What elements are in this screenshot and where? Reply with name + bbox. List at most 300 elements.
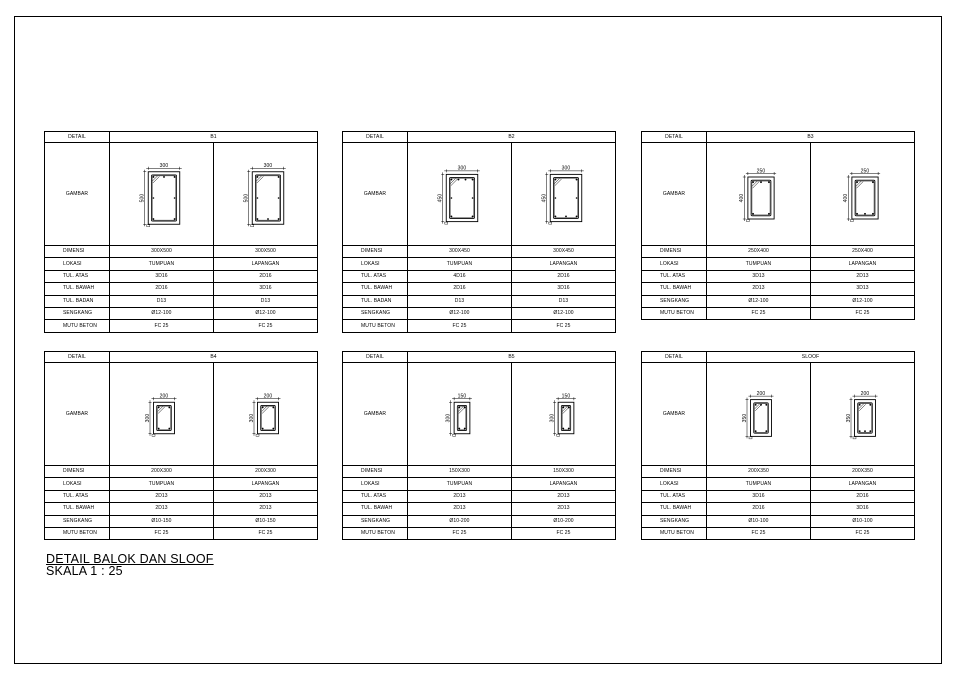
- rebar-dot: [272, 407, 274, 409]
- table-row: [45, 270, 318, 282]
- dimensi-value: 300X450: [512, 246, 616, 258]
- sengkang-value: Ø12-100: [214, 307, 318, 319]
- tul-atas-value: 2D13: [408, 490, 512, 502]
- dimensi-value: 200X300: [110, 466, 214, 478]
- lokasi-label: LOKASI: [45, 258, 110, 270]
- stirrup-line: [449, 178, 474, 219]
- rebar-dot: [267, 218, 269, 220]
- table-header-row: [642, 352, 915, 363]
- table-row: [343, 363, 616, 466]
- dimensi-label: DIMENSI: [343, 246, 408, 258]
- dimensi-label: DIMENSI: [45, 246, 110, 258]
- rebar-dot: [463, 407, 465, 409]
- sengkang-label: SENGKANG: [343, 307, 408, 319]
- section-drawing-cell: [214, 143, 318, 246]
- table-row: [343, 478, 616, 490]
- table-header-row: [45, 132, 318, 143]
- lokasi-value: TUMPUAN: [707, 258, 811, 270]
- stirrup-line: [255, 175, 280, 221]
- tul-atas-value: 2D13: [811, 270, 915, 282]
- stirrup-inner-line: [256, 176, 279, 220]
- tul-bawah-label: TUL. BAWAH: [642, 503, 707, 515]
- tul-bawah-value: 2D13: [707, 283, 811, 295]
- stirrup-line: [151, 175, 176, 221]
- rebar-dot: [760, 404, 762, 406]
- height-dimension-label: 400: [842, 193, 849, 203]
- rebar-dot: [562, 428, 564, 430]
- mutu-beton-value: FC 25: [110, 527, 214, 539]
- stirrup-line: [260, 405, 275, 430]
- table-row: [45, 295, 318, 307]
- section-marker: [250, 225, 253, 227]
- dimensi-label: DIMENSI: [343, 466, 408, 478]
- width-dimension-label: 150: [561, 393, 570, 400]
- tul-atas-label: TUL. ATAS: [343, 490, 408, 502]
- dimensi-value: 200X350: [707, 466, 811, 478]
- width-dimension-label: 300: [561, 165, 570, 172]
- lokasi-value: TUMPUAN: [707, 478, 811, 490]
- tul-bawah-value: 3D16: [811, 503, 915, 515]
- lokasi-value: TUMPUAN: [408, 258, 512, 270]
- stirrup-inner-line: [152, 176, 175, 220]
- height-dimension-label: 300: [144, 413, 151, 423]
- table-row: [642, 527, 915, 539]
- sengkang-value: Ø10-100: [811, 515, 915, 527]
- rebar-dot: [856, 213, 858, 215]
- height-dimension-label: 400: [738, 193, 745, 203]
- tul-bawah-value: 2D13: [512, 503, 616, 515]
- tul-bawah-label: TUL. BAWAH: [45, 503, 110, 515]
- beam-cross-section-drawing: [112, 144, 212, 244]
- table-row: [343, 246, 616, 258]
- height-dimension-label: 450: [541, 193, 548, 203]
- mutu-beton-label: MUTU BETON: [45, 320, 110, 332]
- sengkang-label: SENGKANG: [642, 295, 707, 307]
- lokasi-value: LAPANGAN: [214, 478, 318, 490]
- table-row: [642, 503, 915, 515]
- tul-bawah-value: 2D13: [214, 503, 318, 515]
- table-row: [642, 490, 915, 502]
- width-dimension-label: 300: [457, 165, 466, 172]
- width-dimension-label: 200: [159, 393, 168, 400]
- rebar-dot: [858, 404, 860, 406]
- table-header-row: [45, 352, 318, 363]
- tul-atas-label: TUL. ATAS: [45, 490, 110, 502]
- detail-label: DETAIL: [45, 352, 110, 363]
- dimensi-label: DIMENSI: [642, 246, 707, 258]
- section-drawing-cell: [707, 143, 811, 246]
- height-dimension-label: 450: [437, 193, 444, 203]
- dimensi-value: 200X350: [811, 466, 915, 478]
- sheet-title: DETAIL BALOK DAN SLOOF: [46, 552, 214, 566]
- table-row: [642, 295, 915, 307]
- rebar-dot: [872, 181, 874, 183]
- tul-atas-label: TUL. ATAS: [642, 270, 707, 282]
- stirrup-line: [855, 180, 875, 216]
- rebar-dot: [575, 216, 577, 218]
- table-row: [642, 246, 915, 258]
- dimensi-value: 300X500: [110, 246, 214, 258]
- tul-bawah-value: 3D16: [512, 283, 616, 295]
- mutu-beton-value: FC 25: [408, 320, 512, 332]
- stirrup-inner-line: [754, 404, 767, 433]
- tul-bawah-value: 2D16: [110, 283, 214, 295]
- sengkang-value: Ø12-100: [512, 307, 616, 319]
- mutu-beton-value: FC 25: [707, 307, 811, 319]
- section-marker: [452, 434, 455, 436]
- rebar-dot: [768, 213, 770, 215]
- rebar-dot: [277, 218, 279, 220]
- section-drawing-cell: [408, 143, 512, 246]
- beam-type-name: B5: [408, 352, 616, 363]
- rebar-dot: [168, 428, 170, 430]
- stirrup-line: [561, 405, 570, 430]
- rebar-dot: [173, 176, 175, 178]
- tul-atas-label: TUL. ATAS: [343, 270, 408, 282]
- beam-cross-section-drawing: [514, 144, 614, 244]
- stirrup-inner-line: [554, 178, 577, 217]
- table-row: [45, 143, 318, 246]
- tul-badan-value: D13: [110, 295, 214, 307]
- mutu-beton-value: FC 25: [707, 527, 811, 539]
- tul-atas-value: 2D16: [811, 490, 915, 502]
- rebar-dot: [872, 213, 874, 215]
- section-drawing-cell: [512, 143, 616, 246]
- table-row: [642, 466, 915, 478]
- rebar-dot: [277, 176, 279, 178]
- section-marker: [850, 220, 853, 222]
- gambar-label: GAMBAR: [642, 363, 707, 466]
- width-dimension-label: 250: [860, 168, 869, 175]
- rebar-dot: [463, 428, 465, 430]
- concrete-outline: [454, 402, 470, 434]
- lokasi-value: LAPANGAN: [512, 478, 616, 490]
- table-row: [642, 258, 915, 270]
- rebar-dot: [567, 407, 569, 409]
- height-dimension-label: 500: [243, 193, 250, 203]
- table-row: [343, 295, 616, 307]
- tul-bawah-label: TUL. BAWAH: [642, 283, 707, 295]
- mutu-beton-label: MUTU BETON: [343, 320, 408, 332]
- lokasi-value: TUMPUAN: [110, 478, 214, 490]
- table-row: [45, 466, 318, 478]
- tul-bawah-label: TUL. BAWAH: [343, 503, 408, 515]
- table-row: [642, 363, 915, 466]
- table-row: [45, 527, 318, 539]
- sengkang-value: Ø10-100: [707, 515, 811, 527]
- rebar-dot: [768, 181, 770, 183]
- tul-atas-value: 3D13: [707, 270, 811, 282]
- dimensi-label: DIMENSI: [642, 466, 707, 478]
- beam-detail-table-b1: [44, 131, 318, 333]
- rebar-dot: [858, 430, 860, 432]
- width-dimension-label: 300: [263, 163, 272, 170]
- sengkang-label: SENGKANG: [642, 515, 707, 527]
- lokasi-label: LOKASI: [45, 478, 110, 490]
- side-rebar-dot: [575, 197, 577, 199]
- rebar-dot: [754, 404, 756, 406]
- sengkang-value: Ø12-100: [811, 295, 915, 307]
- side-rebar-dot: [173, 197, 175, 199]
- rebar-dot: [752, 213, 754, 215]
- tul-atas-label: TUL. ATAS: [45, 270, 110, 282]
- tul-bawah-label: TUL. BAWAH: [343, 283, 408, 295]
- tul-badan-value: D13: [214, 295, 318, 307]
- table-row: [343, 270, 616, 282]
- width-dimension-label: 250: [756, 168, 765, 175]
- table-row: [45, 515, 318, 527]
- mutu-beton-value: FC 25: [512, 320, 616, 332]
- beam-detail-table-sloof: [641, 351, 915, 540]
- table-row: [642, 515, 915, 527]
- width-dimension-label: 200: [263, 393, 272, 400]
- height-dimension-label: 300: [248, 413, 255, 423]
- detail-label: DETAIL: [642, 352, 707, 363]
- side-rebar-dot: [450, 197, 452, 199]
- tul-atas-value: 3D16: [110, 270, 214, 282]
- table-row: [343, 503, 616, 515]
- rebar-dot: [562, 407, 564, 409]
- tul-atas-label: TUL. ATAS: [642, 490, 707, 502]
- table-row: [45, 490, 318, 502]
- table-row: [642, 307, 915, 319]
- beam-cross-section-drawing: [410, 364, 510, 464]
- dimensi-value: 300X500: [214, 246, 318, 258]
- dimensi-value: 150X300: [512, 466, 616, 478]
- lokasi-value: TUMPUAN: [408, 478, 512, 490]
- mutu-beton-label: MUTU BETON: [642, 527, 707, 539]
- table-header-row: [343, 132, 616, 143]
- side-rebar-dot: [554, 197, 556, 199]
- tul-bawah-value: 3D16: [214, 283, 318, 295]
- tul-badan-value: D13: [408, 295, 512, 307]
- lokasi-value: LAPANGAN: [512, 258, 616, 270]
- tul-bawah-value: 2D13: [408, 503, 512, 515]
- dimensi-label: DIMENSI: [45, 466, 110, 478]
- table-header-row: [642, 132, 915, 143]
- table-row: [343, 527, 616, 539]
- tul-bawah-value: 2D16: [707, 503, 811, 515]
- rebar-dot: [856, 181, 858, 183]
- section-drawing-cell: [214, 363, 318, 466]
- table-row: [642, 478, 915, 490]
- mutu-beton-value: FC 25: [408, 527, 512, 539]
- rebar-dot: [272, 428, 274, 430]
- tul-atas-value: 2D13: [214, 490, 318, 502]
- section-marker: [746, 220, 749, 222]
- rebar-dot: [457, 179, 459, 181]
- section-marker: [146, 225, 149, 227]
- beam-type-name: B4: [110, 352, 318, 363]
- beam-cross-section-drawing: [813, 364, 913, 464]
- beam-cross-section-drawing: [216, 144, 316, 244]
- section-marker: [853, 437, 856, 439]
- table-row: [343, 143, 616, 246]
- tul-badan-label: TUL. BADAN: [343, 295, 408, 307]
- tul-atas-value: 4D16: [408, 270, 512, 282]
- lokasi-label: LOKASI: [343, 258, 408, 270]
- mutu-beton-value: FC 25: [214, 527, 318, 539]
- section-marker: [749, 437, 752, 439]
- height-dimension-label: 350: [741, 413, 748, 423]
- lokasi-label: LOKASI: [343, 478, 408, 490]
- sengkang-value: Ø12-100: [408, 307, 512, 319]
- rebar-dot: [765, 430, 767, 432]
- section-drawing-cell: [110, 143, 214, 246]
- lokasi-value: LAPANGAN: [214, 258, 318, 270]
- sengkang-value: Ø10-200: [408, 515, 512, 527]
- dimensi-value: 250X400: [707, 246, 811, 258]
- side-rebar-dot: [152, 197, 154, 199]
- rebar-dot: [754, 430, 756, 432]
- beam-detail-table-b4: [44, 351, 318, 540]
- tul-atas-value: 2D13: [110, 490, 214, 502]
- sengkang-value: Ø12-100: [707, 295, 811, 307]
- section-drawing-cell: [408, 363, 512, 466]
- mutu-beton-value: FC 25: [110, 320, 214, 332]
- beam-detail-table-b2: [342, 131, 616, 333]
- tul-badan-label: TUL. BADAN: [45, 295, 110, 307]
- rebar-dot: [458, 428, 460, 430]
- beam-detail-table-b3: [641, 131, 915, 320]
- dimensi-value: 300X450: [408, 246, 512, 258]
- tul-bawah-label: TUL. BAWAH: [45, 283, 110, 295]
- mutu-beton-value: FC 25: [811, 527, 915, 539]
- tul-atas-value: 3D16: [707, 490, 811, 502]
- table-row: [642, 143, 915, 246]
- lokasi-value: LAPANGAN: [811, 478, 915, 490]
- lokasi-label: LOKASI: [642, 478, 707, 490]
- beam-cross-section-drawing: [709, 364, 809, 464]
- mutu-beton-label: MUTU BETON: [45, 527, 110, 539]
- section-drawing-cell: [707, 363, 811, 466]
- table-row: [45, 283, 318, 295]
- sengkang-label: SENGKANG: [45, 515, 110, 527]
- dimensi-value: 250X400: [811, 246, 915, 258]
- table-row: [343, 515, 616, 527]
- rebar-dot: [864, 213, 866, 215]
- tul-badan-value: D13: [512, 295, 616, 307]
- rebar-dot: [760, 181, 762, 183]
- rebar-dot: [554, 216, 556, 218]
- table-row: [343, 283, 616, 295]
- mutu-beton-value: FC 25: [512, 527, 616, 539]
- rebar-dot: [567, 428, 569, 430]
- sengkang-label: SENGKANG: [45, 307, 110, 319]
- table-row: [45, 320, 318, 332]
- lokasi-label: LOKASI: [642, 258, 707, 270]
- section-drawing-cell: [110, 363, 214, 466]
- width-dimension-label: 300: [159, 163, 168, 170]
- beam-cross-section-drawing: [410, 144, 510, 244]
- table-row: [45, 307, 318, 319]
- table-row: [343, 466, 616, 478]
- gambar-label: GAMBAR: [45, 363, 110, 466]
- stirrup-inner-line: [562, 406, 570, 429]
- rebar-dot: [765, 404, 767, 406]
- rebar-dot: [152, 176, 154, 178]
- lokasi-value: LAPANGAN: [811, 258, 915, 270]
- table-row: [45, 478, 318, 490]
- gambar-label: GAMBAR: [45, 143, 110, 246]
- detail-label: DETAIL: [642, 132, 707, 143]
- beam-type-name: B2: [408, 132, 616, 143]
- table-row: [45, 503, 318, 515]
- sheet-scale: SKALA 1 : 25: [46, 564, 123, 578]
- rebar-dot: [471, 179, 473, 181]
- mutu-beton-label: MUTU BETON: [642, 307, 707, 319]
- rebar-dot: [575, 179, 577, 181]
- rebar-dot: [464, 179, 466, 181]
- detail-label: DETAIL: [343, 132, 408, 143]
- side-rebar-dot: [256, 197, 258, 199]
- gambar-label: GAMBAR: [343, 363, 408, 466]
- beam-cross-section-drawing: [813, 144, 913, 244]
- rebar-dot: [458, 407, 460, 409]
- sheet-title-block: [46, 553, 214, 577]
- section-marker: [152, 434, 155, 436]
- rebar-dot: [157, 428, 159, 430]
- table-row: [343, 258, 616, 270]
- rebar-dot: [450, 216, 452, 218]
- rebar-dot: [157, 407, 159, 409]
- beam-cross-section-drawing: [709, 144, 809, 244]
- table-row: [642, 270, 915, 282]
- height-dimension-label: 300: [548, 413, 555, 423]
- width-dimension-label: 200: [756, 390, 765, 397]
- side-rebar-dot: [471, 197, 473, 199]
- tul-bawah-value: 3D13: [811, 283, 915, 295]
- rebar-dot: [168, 407, 170, 409]
- table-row: [343, 490, 616, 502]
- width-dimension-label: 200: [860, 390, 869, 397]
- tul-bawah-value: 2D16: [408, 283, 512, 295]
- rebar-dot: [152, 218, 154, 220]
- mutu-beton-value: FC 25: [214, 320, 318, 332]
- sengkang-label: SENGKANG: [343, 515, 408, 527]
- tul-atas-value: 2D13: [512, 490, 616, 502]
- section-marker: [444, 222, 447, 224]
- table-header-row: [343, 352, 616, 363]
- table-row: [45, 258, 318, 270]
- sengkang-value: Ø12-100: [110, 307, 214, 319]
- rebar-dot: [565, 216, 567, 218]
- rebar-dot: [864, 430, 866, 432]
- section-drawing-cell: [811, 363, 915, 466]
- beam-type-name: SLOOF: [707, 352, 915, 363]
- beam-type-name: B3: [707, 132, 915, 143]
- table-row: [45, 363, 318, 466]
- width-dimension-label: 150: [457, 393, 466, 400]
- table-row: [343, 307, 616, 319]
- rebar-dot: [261, 407, 263, 409]
- detail-label: DETAIL: [343, 352, 408, 363]
- section-drawing-cell: [512, 363, 616, 466]
- table-row: [45, 246, 318, 258]
- concrete-outline: [558, 402, 574, 434]
- stirrup-line: [553, 178, 578, 219]
- sengkang-value: Ø10-150: [110, 515, 214, 527]
- detail-label: DETAIL: [45, 132, 110, 143]
- rebar-dot: [261, 428, 263, 430]
- stirrup-line: [457, 405, 466, 430]
- rebar-dot: [554, 179, 556, 181]
- section-marker: [256, 434, 259, 436]
- beam-cross-section-drawing: [112, 364, 212, 464]
- section-marker: [556, 434, 559, 436]
- lokasi-value: TUMPUAN: [110, 258, 214, 270]
- rebar-dot: [471, 216, 473, 218]
